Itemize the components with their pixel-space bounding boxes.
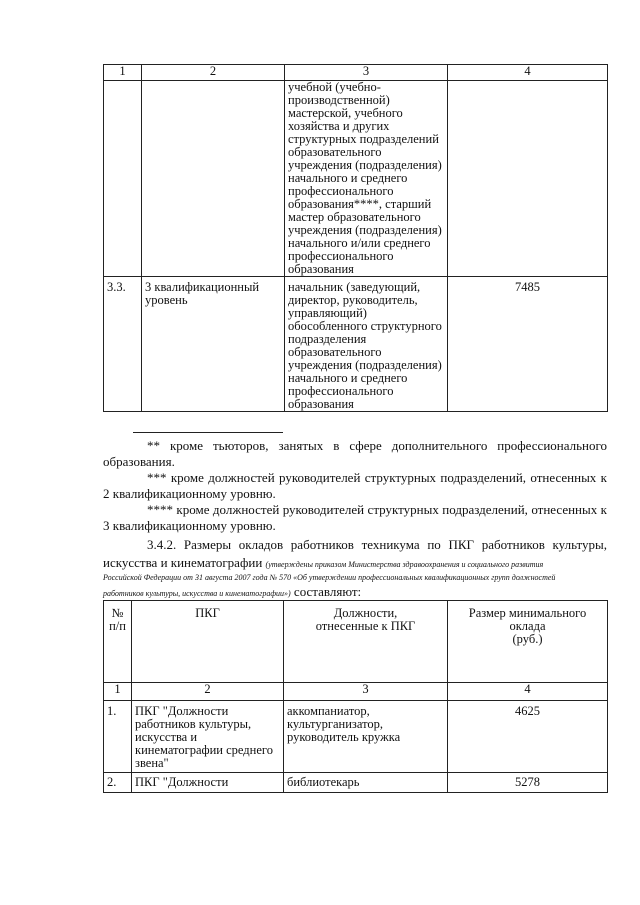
order-reference: (утверждены приказом Министерства здравоохранения и социального развития [265,560,544,569]
group-cell [132,701,284,773]
positions-text: аккомпаниатор, культурганизатор, руководитель кружка [287,704,401,744]
section-line4 [103,584,607,600]
positions-cell [285,277,448,412]
header-text: Размер минимального оклада (руб.) [468,606,587,646]
header-text: № п/п [109,606,126,633]
group-text: ПКГ "Должности работников культуры, искусства и кинематографии среднего звена" [135,704,273,770]
section-line2-text: искусства и кинематографии [103,555,263,570]
section-tail: составляют: [290,584,362,599]
table-header-row [104,65,608,81]
positions-text: учебной (учебно- производственной) мастерской, учебного хозяйства и других структурных подразделений образовательного учреждения (подразделения) начального и среднего профессионального образования****, старший мастер образовательного учреждения (подразделения) начального и/или среднего профессионального образования [288,80,442,276]
header-cell [104,601,132,683]
footnote-2: ** кроме тьюторов, занятых в сфере дополнительного профессионального образования. [103,438,607,469]
header-text: ПКГ [195,606,220,620]
header-cell [448,601,608,683]
header-cell: 1 [104,65,142,81]
culture-pkg-table [103,600,608,793]
footnote-4: **** кроме должностей руководителей структурных подразделений, отнесенных к 3 квалификационному уровню. [103,502,607,533]
table-header-row [104,601,608,683]
group-text: ПКГ "Должности [135,775,229,789]
table-row [104,277,608,412]
qualification-table [103,64,608,412]
header-cell: 3 [285,65,448,81]
index-row [104,683,608,701]
header-cell: 2 [142,65,285,81]
positions-text: библиотекарь [287,775,360,789]
level-text: 3 квалификационный уровень [145,280,260,307]
order-reference-end: работников культуры, искусства и кинематографии») [103,589,291,598]
section-lead: 3.4.2. Размеры окладов работников техникума по ПКГ работников культуры, [147,537,607,552]
positions-text: начальник (заведующий, директор, руководитель, управляющий) обособленного структурного подразделения образовательного учреждения (подразделения) начального и среднего профессионального образования [288,280,442,411]
index-cell: 3 [284,683,448,701]
section-line2 [103,555,607,571]
row-number: 2. [104,773,132,793]
index-cell: 4 [448,683,608,701]
footnote-divider [133,432,283,433]
header-cell [284,601,448,683]
table-row [104,701,608,773]
positions-cell [284,773,448,793]
row-number: 1. [104,701,132,773]
amount-cell: 7485 [448,277,608,412]
header-cell [132,601,284,683]
order-reference-line: Российской Федерации от 31 августа 2007 года № 570 «Об утверждении профессиональных квалификационных групп должностей [103,573,556,582]
header-text: Должности, отнесенные к ПКГ [315,606,416,633]
table-row [104,773,608,793]
level-cell [142,277,285,412]
table-row [104,81,608,277]
row-number: 3.3. [104,277,142,412]
index-cell: 1 [104,683,132,701]
index-cell: 2 [132,683,284,701]
level-cell [142,81,285,277]
row-number [104,81,142,277]
amount-cell: 5278 [448,773,608,793]
amount-cell [448,81,608,277]
amount-cell: 4625 [448,701,608,773]
footnote-3: *** кроме должностей руководителей структурных подразделений, отнесенных к 2 квалификационному уровню. [103,470,607,501]
header-cell: 4 [448,65,608,81]
group-cell [132,773,284,793]
positions-cell [285,81,448,277]
positions-cell [284,701,448,773]
